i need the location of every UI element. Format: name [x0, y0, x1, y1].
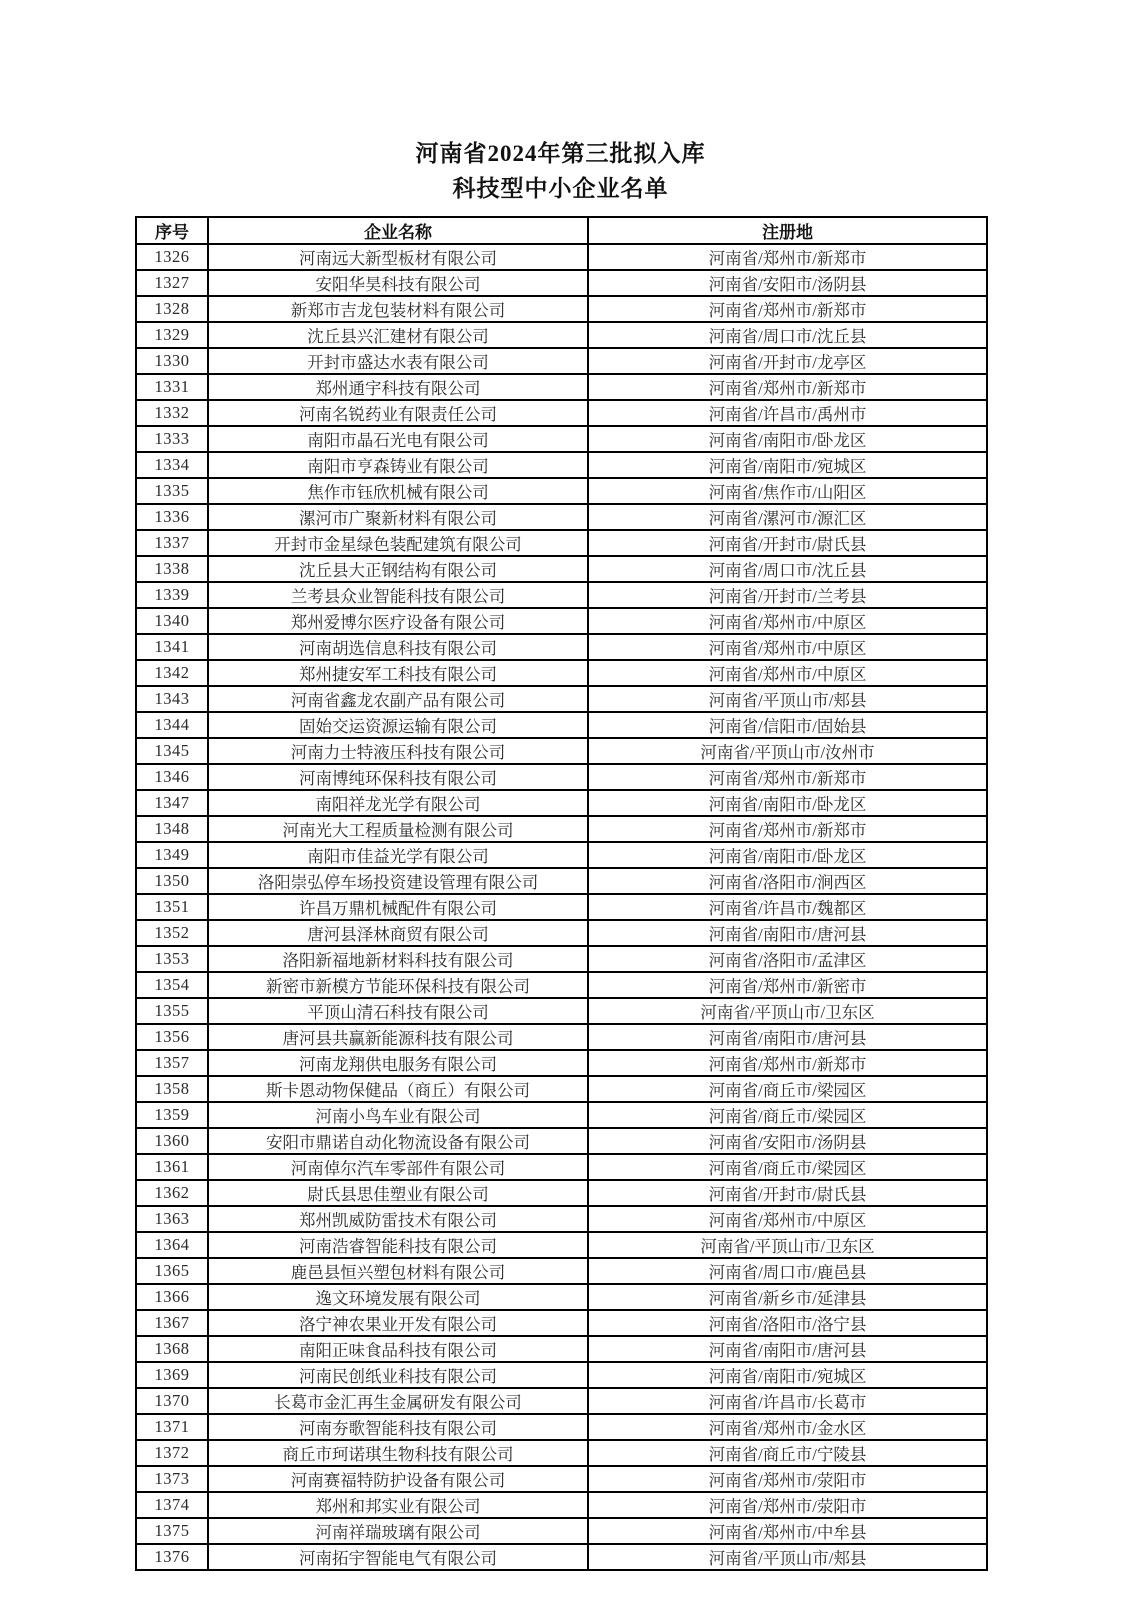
table-row [136, 1414, 987, 1440]
company-name-cell: 郑州爱博尔医疗设备有限公司 [208, 608, 588, 634]
registration-cell: 河南省/南阳市/唐河县 [588, 1336, 987, 1362]
registration-cell: 河南省/信阳市/固始县 [588, 712, 987, 738]
table-row [136, 504, 987, 530]
row-index-cell: 1339 [136, 582, 208, 608]
registration-cell: 河南省/开封市/龙亭区 [588, 348, 987, 374]
row-index-cell: 1343 [136, 686, 208, 712]
table-row [136, 660, 987, 686]
row-index-cell: 1373 [136, 1466, 208, 1492]
table-row [136, 1310, 987, 1336]
col-header-registration: 注册地 [588, 217, 987, 244]
table-row [136, 1284, 987, 1310]
registration-cell: 河南省/郑州市/新密市 [588, 972, 987, 998]
registration-cell: 河南省/郑州市/新郑市 [588, 374, 987, 400]
company-name-cell: 逸文环境发展有限公司 [208, 1284, 588, 1310]
table-row [136, 530, 987, 556]
company-name-cell: 河南祥瑞玻璃有限公司 [208, 1518, 588, 1544]
registration-cell: 河南省/洛阳市/孟津区 [588, 946, 987, 972]
row-index-cell: 1330 [136, 348, 208, 374]
company-name-cell: 唐河县泽林商贸有限公司 [208, 920, 588, 946]
company-name-cell: 郑州捷安军工科技有限公司 [208, 660, 588, 686]
company-name-cell: 斯卡恩动物保健品（商丘）有限公司 [208, 1076, 588, 1102]
document-body [135, 136, 986, 1571]
registration-cell: 河南省/南阳市/卧龙区 [588, 426, 987, 452]
registration-cell: 河南省/安阳市/汤阴县 [588, 270, 987, 296]
company-name-cell: 南阳市晶石光电有限公司 [208, 426, 588, 452]
registration-cell: 河南省/平顶山市/郏县 [588, 686, 987, 712]
table-row [136, 946, 987, 972]
registration-cell: 河南省/南阳市/唐河县 [588, 1024, 987, 1050]
company-name-cell: 河南拓宇智能电气有限公司 [208, 1544, 588, 1570]
row-index-cell: 1334 [136, 452, 208, 478]
row-index-cell: 1351 [136, 894, 208, 920]
company-name-cell: 兰考县众业智能科技有限公司 [208, 582, 588, 608]
company-name-cell: 商丘市珂诺琪生物科技有限公司 [208, 1440, 588, 1466]
row-index-cell: 1375 [136, 1518, 208, 1544]
row-index-cell: 1354 [136, 972, 208, 998]
table-row [136, 1128, 987, 1154]
table-row [136, 764, 987, 790]
registration-cell: 河南省/郑州市/中原区 [588, 660, 987, 686]
company-name-cell: 漯河市广聚新材料有限公司 [208, 504, 588, 530]
company-name-cell: 新郑市吉龙包装材料有限公司 [208, 296, 588, 322]
row-index-cell: 1348 [136, 816, 208, 842]
row-index-cell: 1353 [136, 946, 208, 972]
company-name-cell: 洛阳崇弘停车场投资建设管理有限公司 [208, 868, 588, 894]
registration-cell: 河南省/郑州市/中牟县 [588, 1518, 987, 1544]
registration-cell: 河南省/许昌市/魏都区 [588, 894, 987, 920]
company-name-cell: 南阳市亨森铸业有限公司 [208, 452, 588, 478]
title-line-2: 科技型中小企业名单 [452, 176, 669, 201]
registration-cell: 河南省/许昌市/禹州市 [588, 400, 987, 426]
company-name-cell: 河南民创纸业科技有限公司 [208, 1362, 588, 1388]
company-name-cell: 鹿邑县恒兴塑包材料有限公司 [208, 1258, 588, 1284]
company-name-cell: 郑州通宇科技有限公司 [208, 374, 588, 400]
table-row [136, 1180, 987, 1206]
row-index-cell: 1329 [136, 322, 208, 348]
table-row [136, 608, 987, 634]
registration-cell: 河南省/南阳市/唐河县 [588, 920, 987, 946]
col-header-index: 序号 [136, 217, 208, 244]
registration-cell: 河南省/洛阳市/涧西区 [588, 868, 987, 894]
row-index-cell: 1333 [136, 426, 208, 452]
row-index-cell: 1360 [136, 1128, 208, 1154]
title-line-1: 河南省2024年第三批拟入库 [415, 141, 706, 166]
row-index-cell: 1338 [136, 556, 208, 582]
registration-cell: 河南省/南阳市/卧龙区 [588, 790, 987, 816]
row-index-cell: 1341 [136, 634, 208, 660]
company-name-cell: 洛宁神农果业开发有限公司 [208, 1310, 588, 1336]
row-index-cell: 1367 [136, 1310, 208, 1336]
company-name-cell: 河南赛福特防护设备有限公司 [208, 1466, 588, 1492]
registration-cell: 河南省/平顶山市/郏县 [588, 1544, 987, 1570]
company-name-cell: 新密市新模方节能环保科技有限公司 [208, 972, 588, 998]
row-index-cell: 1356 [136, 1024, 208, 1050]
table-row [136, 816, 987, 842]
table-row [136, 1232, 987, 1258]
row-index-cell: 1326 [136, 244, 208, 270]
registration-cell: 河南省/平顶山市/汝州市 [588, 738, 987, 764]
row-index-cell: 1364 [136, 1232, 208, 1258]
table-row [136, 1440, 987, 1466]
table-row [136, 686, 987, 712]
table-header-row [136, 217, 987, 244]
table-row [136, 296, 987, 322]
company-name-cell: 河南名锐药业有限责任公司 [208, 400, 588, 426]
company-name-cell: 沈丘县大正钢结构有限公司 [208, 556, 588, 582]
company-name-cell: 开封市盛达水表有限公司 [208, 348, 588, 374]
col-header-company-name: 企业名称 [208, 217, 588, 244]
registration-cell: 河南省/开封市/尉氏县 [588, 530, 987, 556]
row-index-cell: 1337 [136, 530, 208, 556]
row-index-cell: 1369 [136, 1362, 208, 1388]
registration-cell: 河南省/平顶山市/卫东区 [588, 998, 987, 1024]
registration-cell: 河南省/郑州市/中原区 [588, 1206, 987, 1232]
table-row [136, 582, 987, 608]
table-row [136, 790, 987, 816]
table-row [136, 738, 987, 764]
table-row [136, 1102, 987, 1128]
row-index-cell: 1344 [136, 712, 208, 738]
company-name-cell: 河南光大工程质量检测有限公司 [208, 816, 588, 842]
table-row [136, 1050, 987, 1076]
table-row [136, 1076, 987, 1102]
company-name-cell: 洛阳新福地新材料科技有限公司 [208, 946, 588, 972]
registration-cell: 河南省/郑州市/中原区 [588, 608, 987, 634]
registration-cell: 河南省/焦作市/山阳区 [588, 478, 987, 504]
row-index-cell: 1374 [136, 1492, 208, 1518]
row-index-cell: 1350 [136, 868, 208, 894]
registration-cell: 河南省/开封市/兰考县 [588, 582, 987, 608]
registration-cell: 河南省/郑州市/新郑市 [588, 1050, 987, 1076]
registration-cell: 河南省/郑州市/荥阳市 [588, 1492, 987, 1518]
registration-cell: 河南省/漯河市/源汇区 [588, 504, 987, 530]
registration-cell: 河南省/商丘市/宁陵县 [588, 1440, 987, 1466]
registration-cell: 河南省/周口市/沈丘县 [588, 556, 987, 582]
company-name-cell: 尉氏县思佳塑业有限公司 [208, 1180, 588, 1206]
table-row [136, 270, 987, 296]
company-name-cell: 河南力士特液压科技有限公司 [208, 738, 588, 764]
table-row [136, 426, 987, 452]
table-row [136, 1154, 987, 1180]
company-name-cell: 沈丘县兴汇建材有限公司 [208, 322, 588, 348]
table-row [136, 712, 987, 738]
row-index-cell: 1376 [136, 1544, 208, 1570]
company-name-cell: 许昌万鼎机械配件有限公司 [208, 894, 588, 920]
registration-cell: 河南省/郑州市/新郑市 [588, 244, 987, 270]
company-name-cell: 平顶山清石科技有限公司 [208, 998, 588, 1024]
row-index-cell: 1362 [136, 1180, 208, 1206]
registration-cell: 河南省/郑州市/金水区 [588, 1414, 987, 1440]
row-index-cell: 1365 [136, 1258, 208, 1284]
table-row [136, 244, 987, 270]
company-name-cell: 固始交运资源运输有限公司 [208, 712, 588, 738]
table-row [136, 972, 987, 998]
company-name-cell: 焦作市钰欣机械有限公司 [208, 478, 588, 504]
registration-cell: 河南省/郑州市/中原区 [588, 634, 987, 660]
row-index-cell: 1347 [136, 790, 208, 816]
row-index-cell: 1372 [136, 1440, 208, 1466]
registration-cell: 河南省/商丘市/梁园区 [588, 1102, 987, 1128]
table-row [136, 348, 987, 374]
registration-cell: 河南省/郑州市/新郑市 [588, 296, 987, 322]
row-index-cell: 1332 [136, 400, 208, 426]
registration-cell: 河南省/郑州市/新郑市 [588, 816, 987, 842]
table-row [136, 634, 987, 660]
company-name-cell: 河南远大新型板材有限公司 [208, 244, 588, 270]
company-name-cell: 河南省鑫龙农副产品有限公司 [208, 686, 588, 712]
table-row [136, 478, 987, 504]
table-row [136, 452, 987, 478]
company-name-cell: 河南龙翔供电服务有限公司 [208, 1050, 588, 1076]
table-row [136, 1206, 987, 1232]
table-row [136, 1336, 987, 1362]
table-row [136, 842, 987, 868]
row-index-cell: 1366 [136, 1284, 208, 1310]
row-index-cell: 1368 [136, 1336, 208, 1362]
row-index-cell: 1352 [136, 920, 208, 946]
company-name-cell: 河南博纯环保科技有限公司 [208, 764, 588, 790]
table-row [136, 1518, 987, 1544]
table-row [136, 920, 987, 946]
registration-cell: 河南省/周口市/沈丘县 [588, 322, 987, 348]
table-row [136, 1544, 987, 1570]
document-title [135, 136, 986, 206]
table-row [136, 1362, 987, 1388]
table-body [136, 244, 987, 1570]
table-row [136, 1024, 987, 1050]
row-index-cell: 1340 [136, 608, 208, 634]
table-row [136, 1466, 987, 1492]
registration-cell: 河南省/商丘市/梁园区 [588, 1076, 987, 1102]
registration-cell: 河南省/洛阳市/洛宁县 [588, 1310, 987, 1336]
table-row [136, 556, 987, 582]
row-index-cell: 1335 [136, 478, 208, 504]
company-name-cell: 郑州和邦实业有限公司 [208, 1492, 588, 1518]
company-name-cell: 安阳市鼎诺自动化物流设备有限公司 [208, 1128, 588, 1154]
registration-cell: 河南省/开封市/尉氏县 [588, 1180, 987, 1206]
row-index-cell: 1328 [136, 296, 208, 322]
company-table [135, 216, 988, 1571]
registration-cell: 河南省/安阳市/汤阴县 [588, 1128, 987, 1154]
company-name-cell: 南阳市佳益光学有限公司 [208, 842, 588, 868]
table-row [136, 400, 987, 426]
company-name-cell: 河南浩睿智能科技有限公司 [208, 1232, 588, 1258]
registration-cell: 河南省/商丘市/梁园区 [588, 1154, 987, 1180]
company-name-cell: 河南夯歌智能科技有限公司 [208, 1414, 588, 1440]
company-name-cell: 唐河县共赢新能源科技有限公司 [208, 1024, 588, 1050]
row-index-cell: 1361 [136, 1154, 208, 1180]
registration-cell: 河南省/南阳市/宛城区 [588, 452, 987, 478]
company-name-cell: 河南胡选信息科技有限公司 [208, 634, 588, 660]
company-name-cell: 南阳正味食品科技有限公司 [208, 1336, 588, 1362]
table-row [136, 894, 987, 920]
company-name-cell: 河南倬尔汽车零部件有限公司 [208, 1154, 588, 1180]
table-row [136, 868, 987, 894]
registration-cell: 河南省/许昌市/长葛市 [588, 1388, 987, 1414]
row-index-cell: 1346 [136, 764, 208, 790]
row-index-cell: 1327 [136, 270, 208, 296]
row-index-cell: 1370 [136, 1388, 208, 1414]
table-row [136, 322, 987, 348]
company-name-cell: 郑州凯威防雷技术有限公司 [208, 1206, 588, 1232]
row-index-cell: 1357 [136, 1050, 208, 1076]
registration-cell: 河南省/郑州市/荥阳市 [588, 1466, 987, 1492]
row-index-cell: 1359 [136, 1102, 208, 1128]
table-row [136, 374, 987, 400]
row-index-cell: 1355 [136, 998, 208, 1024]
company-name-cell: 长葛市金汇再生金属研发有限公司 [208, 1388, 588, 1414]
company-name-cell: 河南小鸟车业有限公司 [208, 1102, 588, 1128]
company-name-cell: 南阳祥龙光学有限公司 [208, 790, 588, 816]
registration-cell: 河南省/南阳市/宛城区 [588, 1362, 987, 1388]
table-row [136, 998, 987, 1024]
row-index-cell: 1342 [136, 660, 208, 686]
table-row [136, 1388, 987, 1414]
company-name-cell: 开封市金星绿色装配建筑有限公司 [208, 530, 588, 556]
row-index-cell: 1336 [136, 504, 208, 530]
registration-cell: 河南省/郑州市/新郑市 [588, 764, 987, 790]
row-index-cell: 1345 [136, 738, 208, 764]
row-index-cell: 1363 [136, 1206, 208, 1232]
registration-cell: 河南省/周口市/鹿邑县 [588, 1258, 987, 1284]
registration-cell: 河南省/平顶山市/卫东区 [588, 1232, 987, 1258]
row-index-cell: 1349 [136, 842, 208, 868]
row-index-cell: 1358 [136, 1076, 208, 1102]
table-row [136, 1258, 987, 1284]
company-name-cell: 安阳华昊科技有限公司 [208, 270, 588, 296]
registration-cell: 河南省/新乡市/延津县 [588, 1284, 987, 1310]
row-index-cell: 1331 [136, 374, 208, 400]
registration-cell: 河南省/南阳市/卧龙区 [588, 842, 987, 868]
row-index-cell: 1371 [136, 1414, 208, 1440]
table-row [136, 1492, 987, 1518]
